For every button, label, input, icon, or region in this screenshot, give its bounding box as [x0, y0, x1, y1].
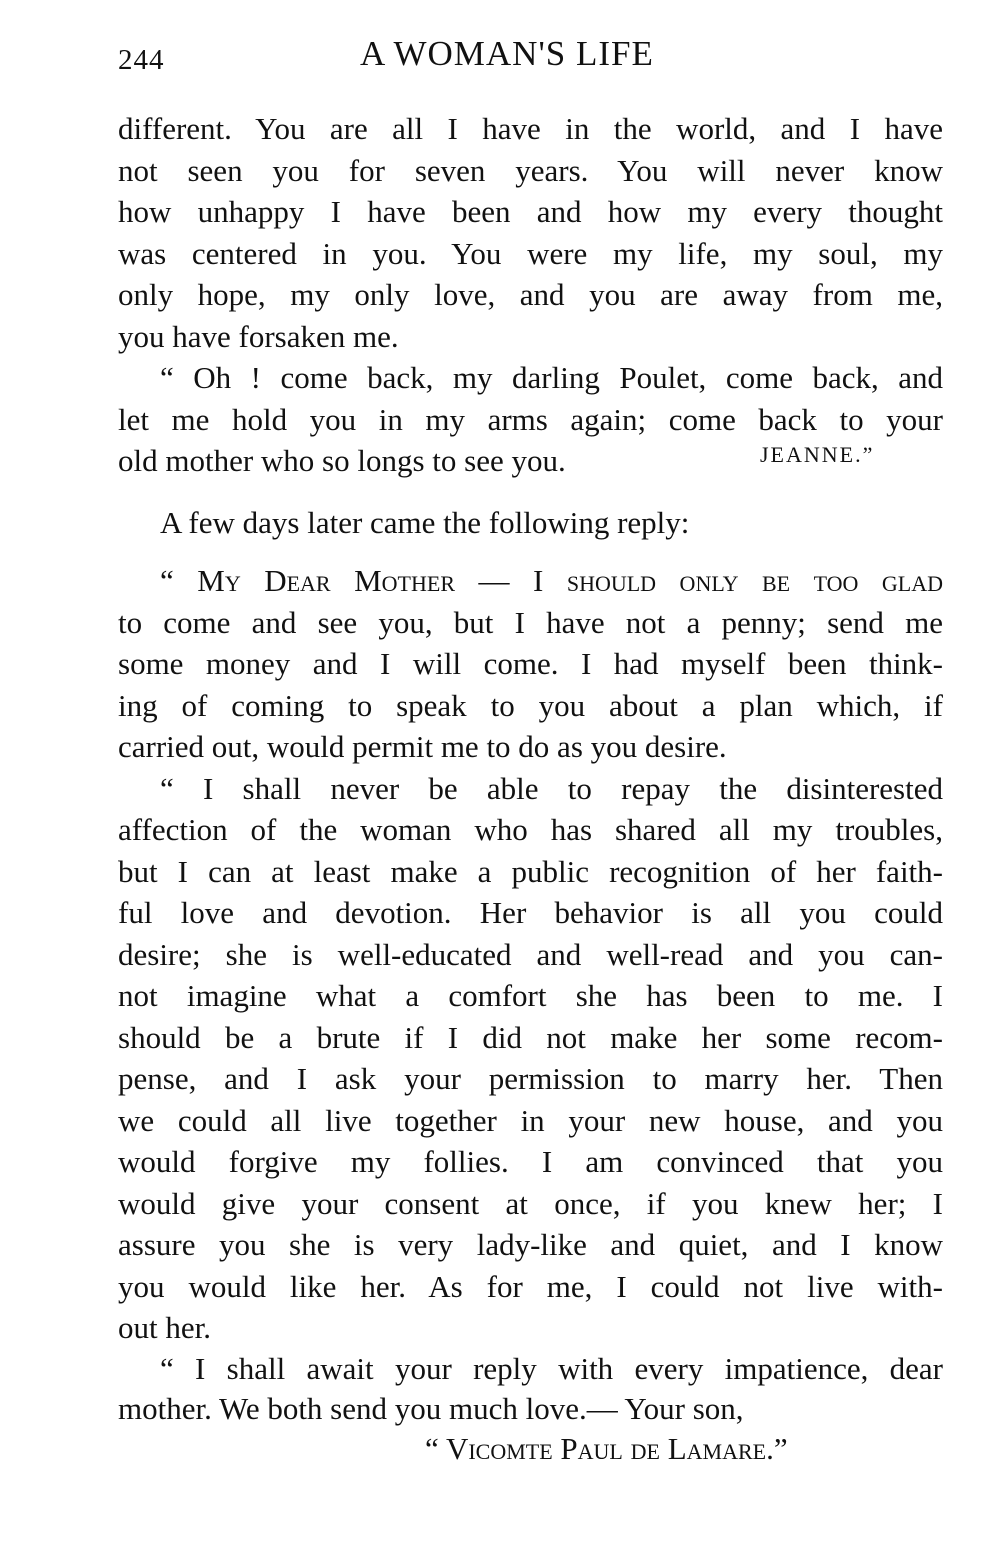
text-line: “ My Dear Mother — I should only be too glad	[160, 563, 943, 598]
page-number: 244	[118, 44, 165, 76]
text-line: out her.	[118, 1310, 211, 1345]
text-line: assure you she is very lady-like and quiet, and I know	[118, 1227, 943, 1262]
page-header	[118, 34, 944, 84]
text-line: let me hold you in my arms again; come back to your	[118, 402, 943, 437]
text-line: “ I shall await your reply with every impatience, dear	[160, 1351, 943, 1386]
text-line: should be a brute if I did not make her some recom-	[118, 1020, 943, 1055]
text-line: mother. We both send you much love.— Your son,	[118, 1391, 744, 1426]
text-line: was centered in you. You were my life, my soul, my	[118, 236, 943, 271]
text-line: to come and see you, but I have not a penny; send me	[118, 605, 943, 640]
text-line: ful love and devotion. Her behavior is all you could	[118, 895, 943, 930]
text-line: affection of the woman who has shared all my troubles,	[118, 812, 943, 847]
text-line: A few days later came the following reply:	[160, 505, 690, 540]
text-line: some money and I will come. I had myself been think-	[118, 646, 943, 681]
text-line: different. You are all I have in the world, and I have	[118, 111, 943, 146]
text-line: old mother who so longs to see you.	[118, 443, 566, 478]
text-line: would give your consent at once, if you knew her; I	[118, 1186, 943, 1221]
letter-signoff: JEANNE.”	[760, 442, 875, 467]
text-line: you would like her. As for me, I could not live with-	[118, 1269, 943, 1304]
text-line: carried out, would permit me to do as you desire.	[118, 729, 727, 764]
text-line: not imagine what a comfort she has been to me. I	[118, 978, 943, 1013]
letter-signature: “ Vicomte Paul de Lamare.”	[425, 1431, 788, 1466]
text-line: you have forsaken me.	[118, 319, 399, 354]
text-line: ing of coming to speak to you about a plan which, if	[118, 688, 943, 723]
text-line: “ Oh ! come back, my darling Poulet, come back, and	[160, 360, 943, 395]
text-line: pense, and I ask your permission to marry her. Then	[118, 1061, 943, 1096]
text-line: only hope, my only love, and you are away from me,	[118, 277, 943, 312]
text-line: desire; she is well-educated and well-read and you can-	[118, 937, 943, 972]
text-line: how unhappy I have been and how my every thought	[118, 194, 943, 229]
text-line: not seen you for seven years. You will never know	[118, 153, 943, 188]
text-line: would forgive my follies. I am convinced that you	[118, 1144, 943, 1179]
running-title: A WOMAN'S LIFE	[360, 34, 654, 73]
text-line: but I can at least make a public recognition of her faith-	[118, 854, 943, 889]
text-line: “ I shall never be able to repay the disinterested	[160, 771, 943, 806]
text-line: we could all live together in your new house, and you	[118, 1103, 943, 1138]
